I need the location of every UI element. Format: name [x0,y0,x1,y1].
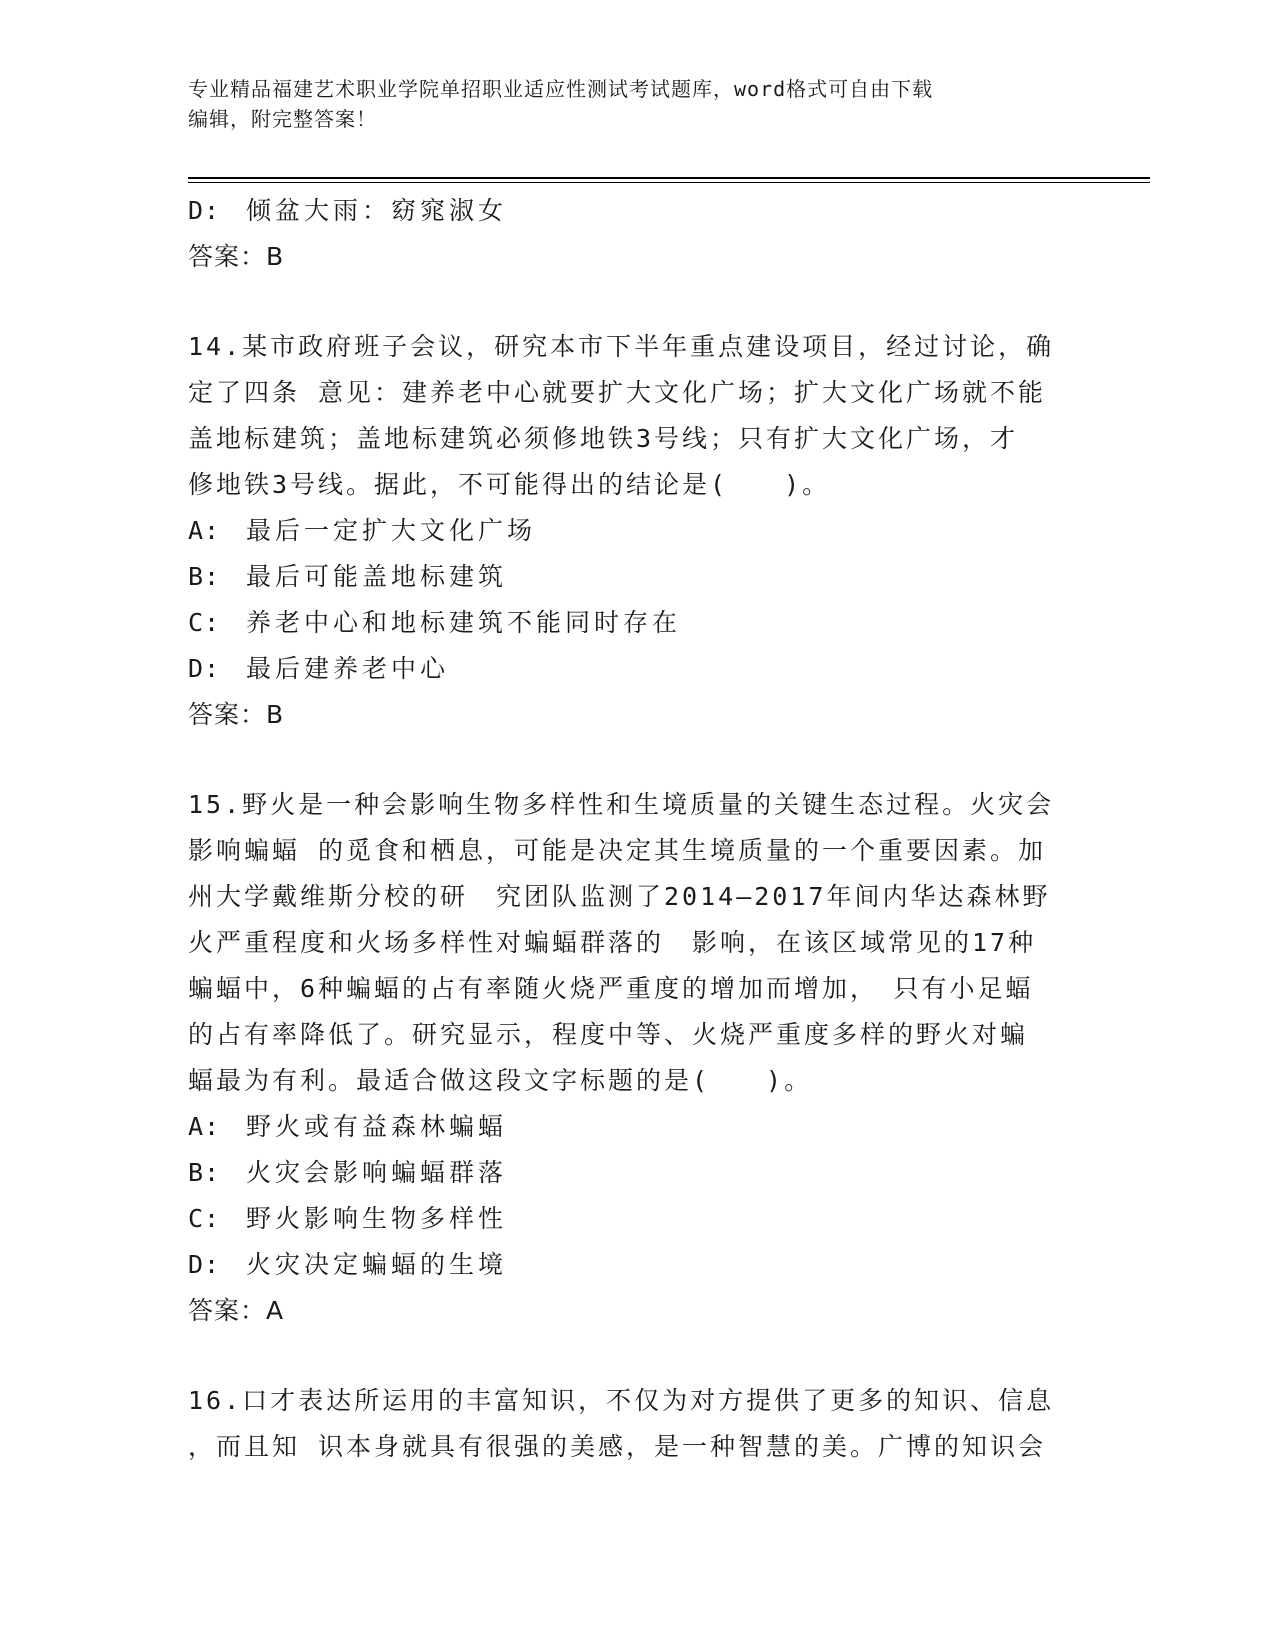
q13-answer: 答案：B [188,242,285,271]
option-letter: A: [188,516,221,545]
question-16 [188,1378,1088,1470]
option-letter: D: [188,196,221,225]
option-text: 火灾决定蝙蝠的生境 [246,1250,508,1279]
q15-option-b [188,1150,1088,1196]
header-line-2: 编辑，附完整答案！ [188,107,377,131]
q14-option-b [188,554,1088,600]
q15-stem-line-5: 蝙蝠中，6种蝙蝠的占有率随火烧严重度的增加而增加， 只有小足蝠 [188,974,1034,1003]
q16-stem-line-1: 16.口才表达所运用的丰富知识，不仅为对方提供了更多的知识、信息 [188,1386,1055,1415]
q15-stem-line-3: 州大学戴维斯分校的研 究团队监测了2014—2017年间内华达森林野 [188,882,1051,911]
q14-stem-line-2: 定了四条 意见：建养老中心就要扩大文化广场；扩大文化广场就不能 [188,378,1047,407]
q14-option-c [188,600,1088,646]
page-header [188,74,1078,134]
q15-option-a [188,1104,1088,1150]
q13-option-d [188,188,1088,234]
option-text: 养老中心和地标建筑不能同时存在 [246,608,682,637]
q14-answer: 答案：B [188,700,285,729]
q14-option-d [188,646,1088,692]
q15-option-d [188,1242,1088,1288]
question-14 [188,324,1088,738]
q15-option-c [188,1196,1088,1242]
option-text: 倾盆大雨：窈窕淑女 [246,196,508,225]
option-text: 最后一定扩大文化广场 [246,516,537,545]
q14-stem-line-1: 14.某市政府班子会议，研究本市下半年重点建设项目，经过讨论，确 [188,332,1055,361]
q14-stem-line-3: 盖地标建筑；盖地标建筑必须修地铁3号线；只有扩大文化广场，才 [188,424,1019,453]
option-text: 最后建养老中心 [246,654,450,683]
option-letter: D: [188,654,221,683]
q15-stem-line-7: 蝠最为有利。最适合做这段文字标题的是( )。 [188,1066,813,1095]
q15-answer: 答案：A [188,1296,285,1325]
header-line-1: 专业精品福建艺术职业学院单招职业适应性测试考试题库，word格式可自由下载 [188,77,934,101]
option-text: 火灾会影响蝙蝠群落 [246,1158,508,1187]
option-letter: A: [188,1112,221,1141]
header-rule-thin [188,182,1150,183]
q14-stem-line-4: 修地铁3号线。据此，不可能得出的结论是( )。 [188,470,831,499]
header-rule-thick [188,177,1150,179]
q14-option-a [188,508,1088,554]
option-letter: B: [188,1158,221,1187]
q16-stem-line-2: ，而且知 识本身就具有很强的美感，是一种智慧的美。广博的知识会 [188,1432,1047,1461]
option-letter: B: [188,562,221,591]
q15-stem-line-4: 火严重程度和火场多样性对蝙蝠群落的 影响，在该区域常见的17种 [188,928,1037,957]
q15-stem-line-1: 15.野火是一种会影响生物多样性和生境质量的关键生态过程。火灾会 [188,790,1055,819]
question-15 [188,782,1088,1334]
q15-stem-line-2: 影响蝙蝠 的觅食和栖息，可能是决定其生境质量的一个重要因素。加 [188,836,1047,865]
option-letter: C: [188,1204,221,1233]
option-text: 最后可能盖地标建筑 [246,562,508,591]
option-text: 野火或有益森林蝙蝠 [246,1112,508,1141]
option-letter: C: [188,608,221,637]
option-text: 野火影响生物多样性 [246,1204,508,1233]
option-letter: D: [188,1250,221,1279]
document-body [188,188,1088,1470]
q15-stem-line-6: 的占有率降低了。研究显示，程度中等、火烧严重度多样的野火对蝙 [188,1020,1029,1049]
